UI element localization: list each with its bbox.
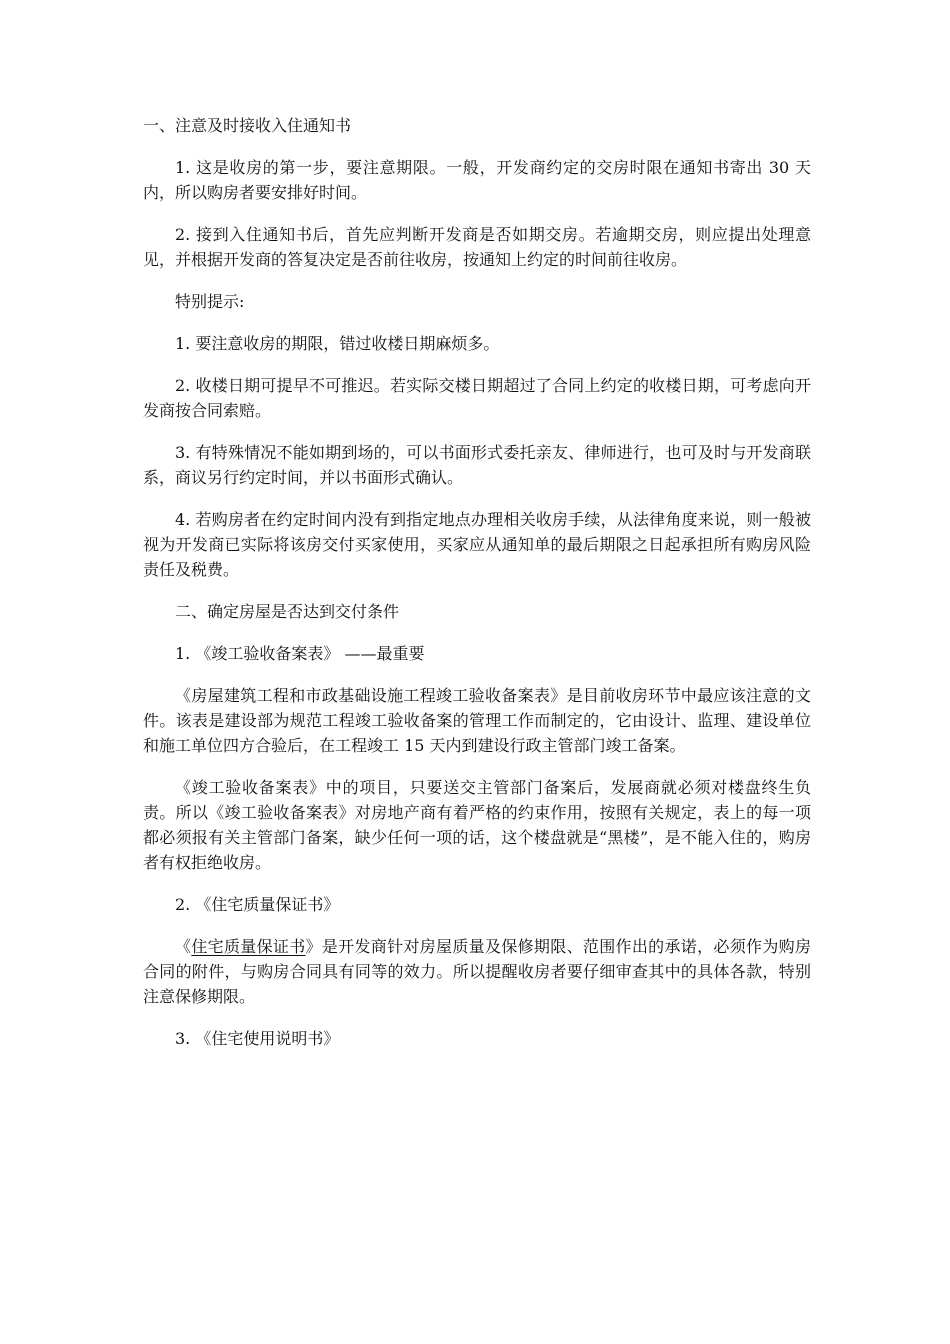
paragraph: 2. 接到入住通知书后，首先应判断开发商是否如期交房。若逾期交房，则应提出处理意见，并根据开发商的答复决定是否前往收房，按通知上约定的时间前往收房。 <box>143 225 811 269</box>
paragraph: 1. 要注意收房的期限，错过收楼日期麻烦多。 <box>175 334 500 353</box>
underlined-title: 住宅质量保证书 <box>191 937 306 956</box>
subheading: 3. 《住宅使用说明书》 <box>175 1029 340 1048</box>
section-heading-2: 二、确定房屋是否达到交付条件 <box>175 602 400 621</box>
document-body <box>143 113 811 1068</box>
text-fragment: 》是开发商针对房屋质量及保修期限、范围作出的承诺，必须作为购房合同的附件，与购房合同具有同等的效力。所以提醒收房者要仔细审查其中的具体各款，特别注意保修期限。 <box>143 937 811 1006</box>
paragraph: 1. 这是收房的第一步，要注意期限。一般，开发商约定的交房时限在通知书寄出 30 天内，所以购房者要安排好时间。 <box>143 158 811 202</box>
paragraph: 3. 有特殊情况不能如期到场的，可以书面形式委托亲友、律师进行，也可及时与开发商联系，商议另行约定时间，并以书面形式确认。 <box>143 443 811 487</box>
subheading: 1. 《竣工验收备案表》 ——最重要 <box>175 644 425 663</box>
paragraph: 《房屋建筑工程和市政基础设施工程竣工验收备案表》是目前收房环节中最应该注意的文件。该表是建设部为规范工程竣工验收备案的管理工作而制定的，它由设计、监理、建设单位和施工单位四方合验后，在工程竣工 15 天内到建设行政主管部门竣工备案。 <box>143 686 811 755</box>
subheading: 2. 《住宅质量保证书》 <box>175 895 340 914</box>
special-tip-heading: 特别提示: <box>175 292 245 311</box>
paragraph: 《竣工验收备案表》中的项目，只要送交主管部门备案后，发展商就必须对楼盘终生负责。所以《竣工验收备案表》对房地产商有着严格的约束作用，按照有关规定，表上的每一项都必须报有关主管部门备案，缺少任何一项的话，这个楼盘就是“黑楼”，是不能入住的，购房者有权拒绝收房。 <box>143 778 811 872</box>
paragraph: 2. 收楼日期可提早不可推迟。若实际交楼日期超过了合同上约定的收楼日期，可考虑向开发商按合同索赔。 <box>143 376 811 420</box>
paragraph: 4. 若购房者在约定时间内没有到指定地点办理相关收房手续，从法律角度来说，则一般被视为开发商已实际将该房交付买家使用，买家应从通知单的最后期限之日起承担所有购房风险责任及税费。 <box>143 510 811 579</box>
section-heading-1: 一、注意及时接收入住通知书 <box>143 116 352 135</box>
text-fragment: 《 <box>175 937 192 956</box>
paragraph <box>143 934 811 1009</box>
